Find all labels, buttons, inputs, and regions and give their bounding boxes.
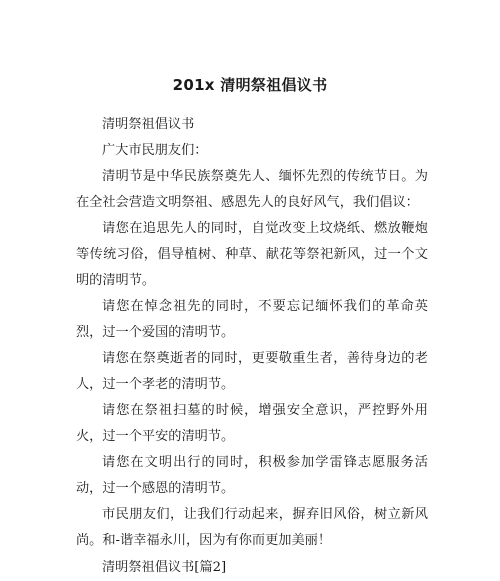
paragraph-closing: 市民朋友们，让我们行动起来，摒弃旧风俗，树立新风尚。和-谐幸福永川，因为有你而更加美丽！: [76, 507, 428, 548]
paragraph-civilized: 请您在追思先人的同时，自觉改变上坟烧纸、燃放鞭炮等传统习俗，倡导植树、种草、献花等祭祀新风，过一个文明的清明节。: [76, 221, 428, 288]
paragraph-salutation: 广大市民朋友们：: [102, 143, 208, 158]
document-body: [76, 112, 428, 554]
cutoff-area: [0, 552, 500, 575]
paragraph-patriotic: 请您在悼念祖先的同时，不要忘记缅怀我们的革命英烈，过一个爱国的清明节。: [76, 299, 428, 340]
paragraph-grateful: 请您在文明出行的同时，积极参加学雷锋志愿服务活动，过一个感恩的清明节。: [76, 455, 428, 496]
paragraph-heading: 清明祭祖倡议书: [102, 117, 195, 132]
document-title: 201x 清明祭祖倡议书: [172, 76, 328, 94]
paragraph-filial: 请您在祭奠逝者的同时，更要敬重生者，善待身边的老人，过一个孝老的清明节。: [76, 351, 428, 392]
paragraph-safety: 请您在祭祖扫墓的时候，增强安全意识，严控野外用火，过一个平安的清明节。: [76, 403, 428, 444]
cutoff-line: 清明祭祖倡议书[篇2]: [102, 560, 227, 575]
paragraph-intro: 清明节是中华民族祭奠先人、缅怀先烈的传统节日。为在全社会营造文明祭祖、感恩先人的良好风气，我们倡议：: [76, 169, 428, 210]
